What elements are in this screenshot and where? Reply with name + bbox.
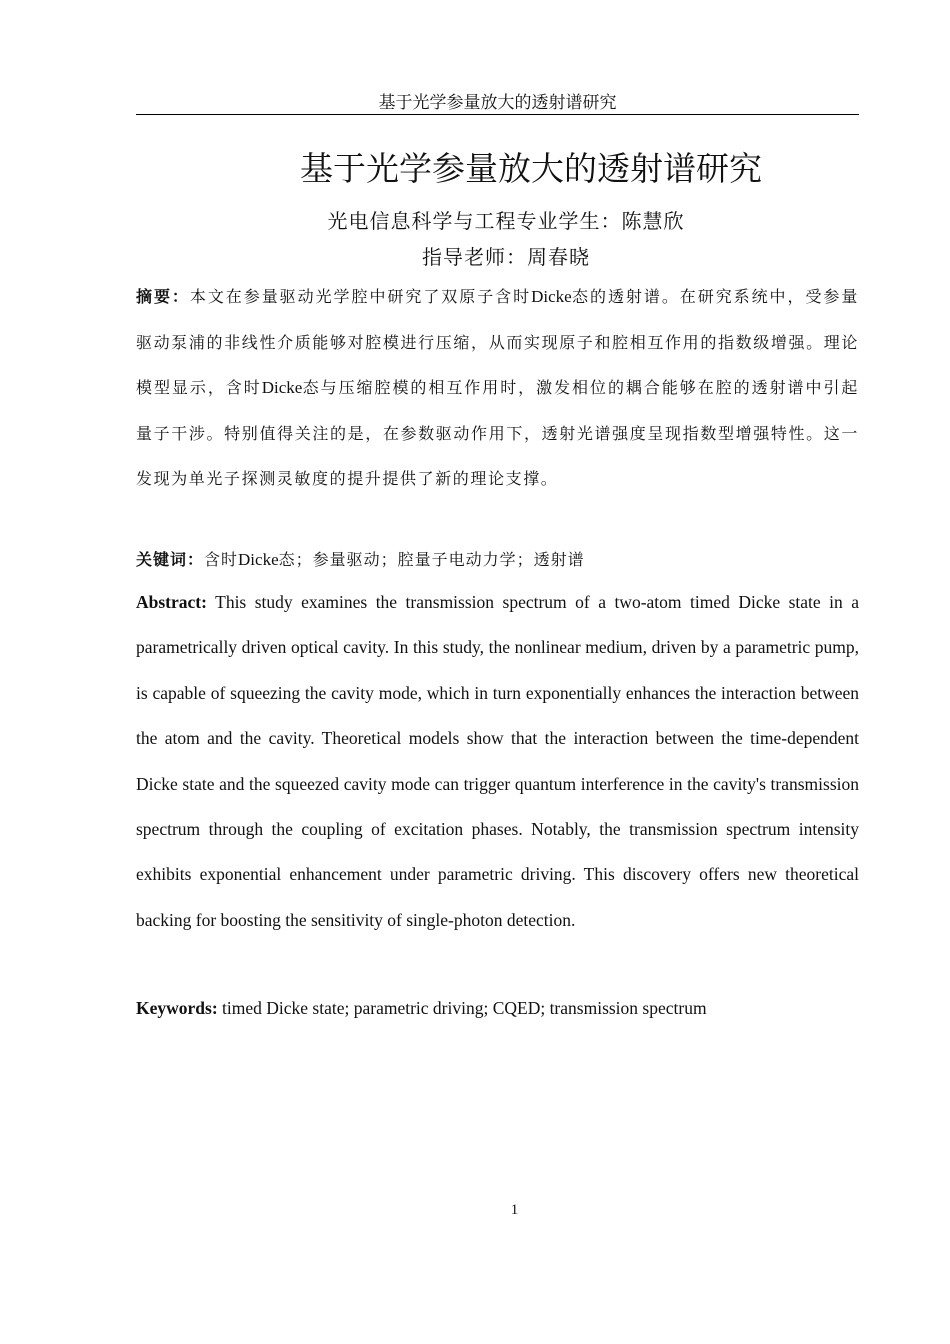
chinese-abstract-term-1: Dicke (531, 287, 572, 306)
chinese-abstract-text-3: 态与压缩腔模的相互作用时，激发相位的耦合能够在腔的透射谱中引起量子干涉。特别值得关注的是，在参数驱动作用下，透射光谱强度呈现指数型增强特性。这一发现为单光子探测灵敏度的提升提供了新的理论支撑。 (136, 378, 860, 489)
chinese-abstract-label: 摘要： (136, 287, 190, 306)
english-abstract (136, 580, 859, 943)
chinese-abstract (136, 274, 859, 502)
chinese-keywords-text-2: 态；参量驱动；腔量子电动力学；透射谱 (278, 550, 585, 569)
chinese-abstract-term-2: Dicke (261, 378, 303, 398)
english-keywords-text: timed Dicke state; parametric driving; CQED; transmission spectrum (222, 998, 707, 1018)
advisor-line: 指导老师：周春晓 (422, 245, 590, 269)
english-abstract-label: Abstract: (136, 592, 207, 612)
english-keywords-label: Keywords: (136, 998, 218, 1018)
header-rule (136, 114, 859, 115)
chinese-keywords-label: 关键词： (136, 550, 205, 569)
english-abstract-text: This study examines the transmission spectrum of a two-atom timed Dicke state in a parametrically driven optical cavity. In this study, the nonlinear medium, driven by a parametric pump, is capable of squeezing the cavity mode, which in turn exponentially enhances the interaction between the atom and the cavity. Theoretical models show that the interaction between the time-dependent Dicke state and the squeezed cavity mode can trigger quantum interference in the cavity's transmission spectrum through the coupling of excitation phases. Notably, the transmission spectrum intensity exhibits exponential enhancement under parametric driving. This discovery offers new theoretical backing for boosting the sensitivity of single-photon detection. (136, 592, 860, 930)
paper-title: 基于光学参量放大的透射谱研究 (300, 149, 762, 188)
chinese-keywords-term: Dicke (238, 550, 279, 569)
author-line: 光电信息科学与工程专业学生：陈慧欣 (327, 209, 685, 233)
page-number: 1 (510, 1202, 519, 1218)
chinese-abstract-text-2: 态的透射谱。在研究系统中，受参量驱动泵浦的非线性介质能够对腔模进行压缩，从而实现原子和腔相互作用的指数级增强。理论模型显示，含时 (136, 287, 859, 398)
chinese-abstract-text-1: 本文在参量驱动光学腔中研究了双原子含时 (189, 287, 532, 306)
chinese-keywords (136, 545, 859, 575)
running-header: 基于光学参量放大的透射谱研究 (378, 93, 617, 113)
english-keywords (136, 994, 859, 1022)
chinese-keywords-text-1: 含时 (204, 550, 239, 569)
